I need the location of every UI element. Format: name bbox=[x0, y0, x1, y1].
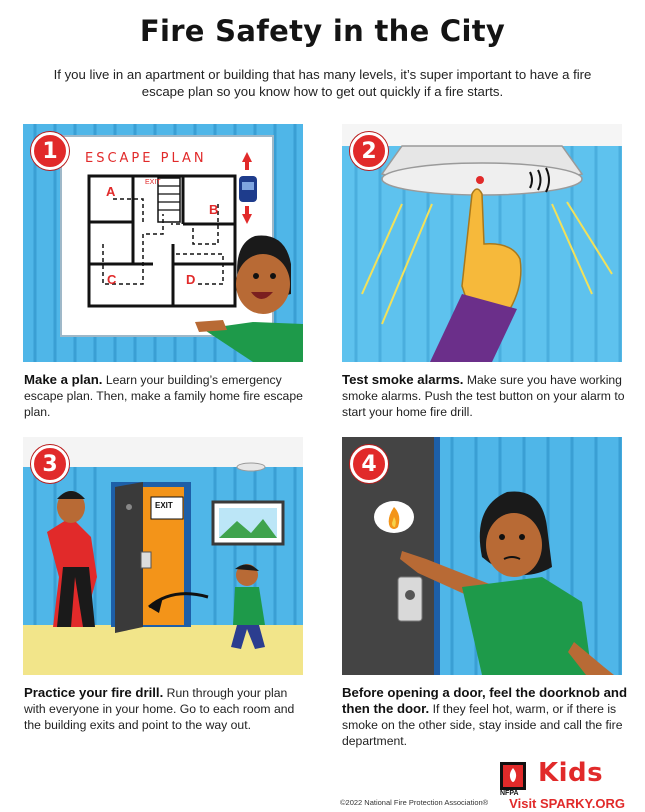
caption-heading: Make a plan. bbox=[24, 372, 103, 387]
poster-exit-label: EXIT bbox=[145, 179, 161, 186]
panel-feel-the-door bbox=[342, 437, 622, 675]
step-number-badge: 3 bbox=[31, 445, 69, 483]
caption-text: If they feel hot, warm, or if there is smoke on the other side, stay inside and call the fire department. bbox=[342, 702, 623, 748]
panel-practice-fire-drill bbox=[23, 437, 303, 675]
caption-test-smoke-alarms bbox=[342, 372, 627, 420]
caption-text: Learn your building’s emergency escape plan. Then, make a family home fire escape plan. bbox=[24, 373, 303, 419]
caption-heading: Test smoke alarms. bbox=[342, 372, 464, 387]
step-number-badge: 2 bbox=[350, 132, 388, 170]
caption-text: Run through your plan with everyone in your home. Go to each room and the building exits and point to the way out. bbox=[24, 686, 295, 732]
page-title: Fire Safety in the City bbox=[139, 14, 506, 48]
nfpa-logo-icon bbox=[500, 762, 526, 792]
kids-wordmark: Kids bbox=[538, 758, 604, 788]
caption-make-a-plan bbox=[24, 372, 309, 420]
step-number-badge: 4 bbox=[350, 445, 388, 483]
room-label-c: C bbox=[107, 272, 117, 287]
room-label-a: A bbox=[106, 184, 116, 199]
caption-text: Make sure you have working smoke alarms. Push the test button on your alarm to start your home fire drill. bbox=[342, 373, 625, 419]
intro-paragraph: If you live in an apartment or building that has many levels, it’s super important to have a fire escape plan so you know how to get out quickly if a fire starts. bbox=[53, 67, 592, 99]
visit-sparky-link[interactable]: Visit SPARKY.ORG bbox=[509, 796, 625, 811]
caption-heading: Practice your fire drill. bbox=[24, 685, 164, 700]
panel-make-a-plan bbox=[23, 124, 303, 362]
nfpa-kids-logo[interactable] bbox=[500, 758, 625, 811]
copyright-notice: ©2022 National Fire Protection Association® bbox=[340, 798, 489, 807]
caption-heading: Before opening a door, feel the doorknob and then the door. bbox=[342, 685, 628, 716]
exit-sign-label: EXIT bbox=[155, 501, 173, 510]
poster-title: ESCAPE PLAN bbox=[85, 151, 207, 166]
room-label-d: D bbox=[186, 272, 196, 287]
caption-practice-fire-drill bbox=[24, 685, 309, 733]
caption-feel-the-door bbox=[342, 685, 627, 749]
panel-test-smoke-alarms bbox=[342, 124, 622, 362]
step-number-badge: 1 bbox=[31, 132, 69, 170]
room-label-b: B bbox=[209, 202, 219, 217]
nfpa-label: NFPA bbox=[500, 790, 519, 797]
